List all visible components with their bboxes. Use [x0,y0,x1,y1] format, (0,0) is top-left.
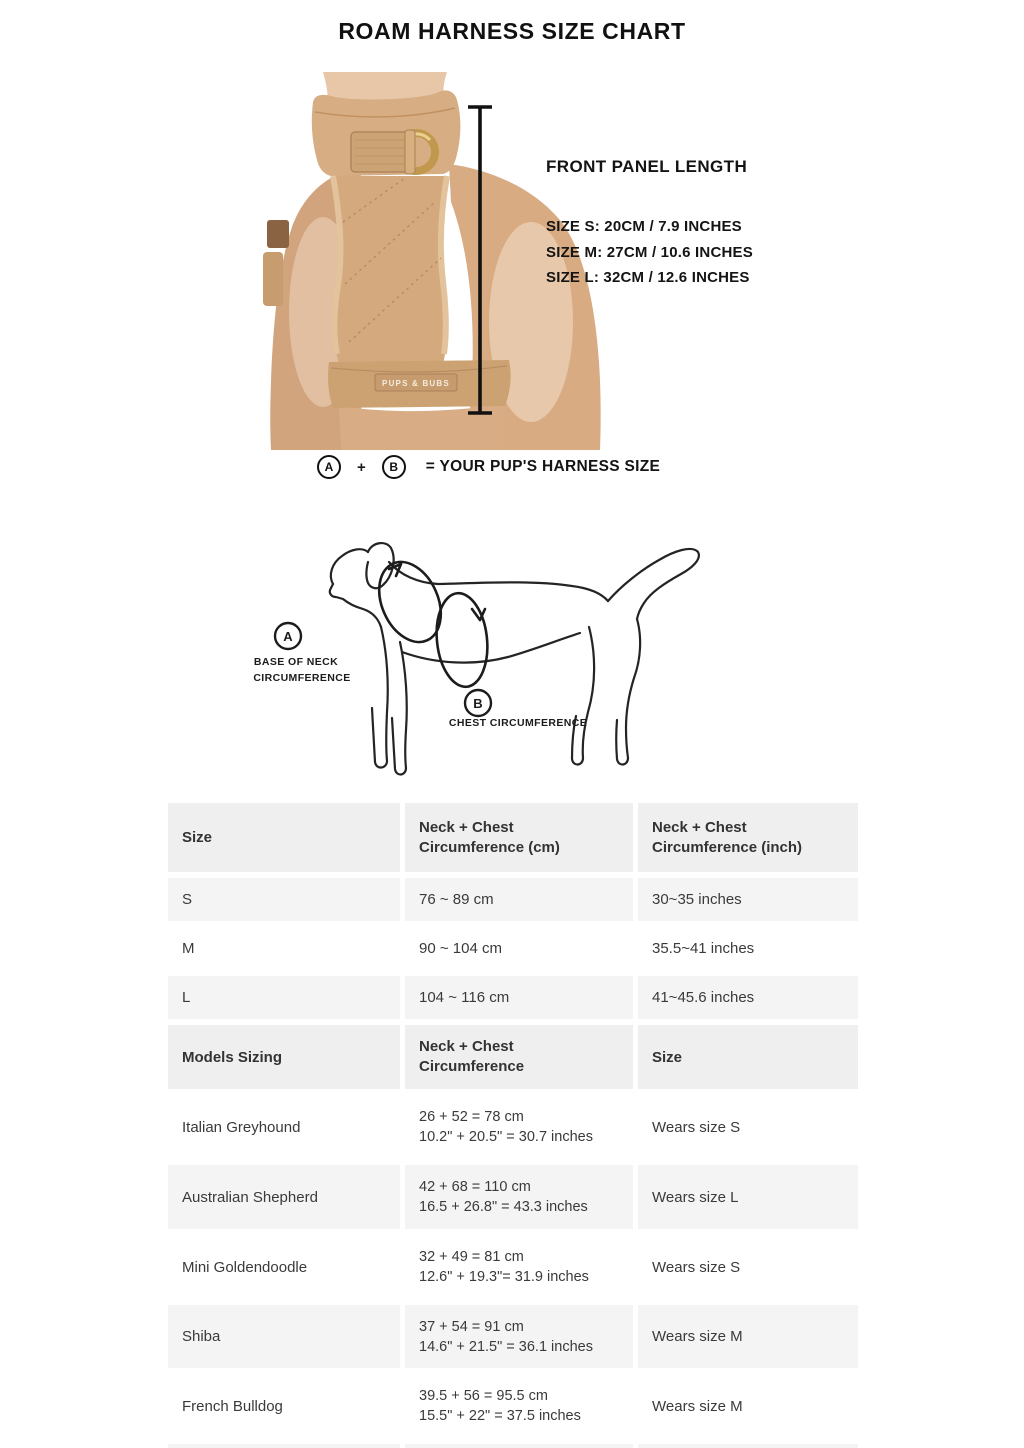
label-a-caption-line2: CIRCUMFERENCE [253,672,351,684]
cropped-row-strip [168,1444,400,1448]
size-table [168,803,858,1448]
model-row-mini-goldendoodle-size: Wears size S [638,1235,858,1299]
plus-sign: + [357,458,366,476]
size-row-s-cm: 76 ~ 89 cm [405,878,633,921]
front-panel-size-s: SIZE S: 20CM / 7.9 INCHES [546,218,742,235]
model-row-shiba-size: Wears size M [638,1305,858,1368]
front-panel-length-sizes [546,214,753,291]
circle-a-icon: A [317,455,341,479]
label-b-caption: CHEST CIRCUMFERENCE [448,717,588,729]
models-table-header-circumference: Neck + Chest Circumference [405,1025,633,1089]
front-panel-size-l: SIZE L: 32CM / 12.6 INCHES [546,269,750,286]
label-a-caption-line1: BASE OF NECK [253,656,339,668]
size-row-m-label: M [168,927,400,970]
cropped-row-strip [405,1444,633,1448]
model-row-french-bulldog-measurements: 39.5 + 56 = 95.5 cm 15.5" + 22" = 37.5 inches [405,1374,633,1438]
model-row-shiba-measurements: 37 + 54 = 91 cm 14.6" + 21.5" = 36.1 inches [405,1305,633,1368]
size-row-s-inch: 30~35 inches [638,878,858,921]
page-title: ROAM HARNESS SIZE CHART [338,18,686,44]
harness-size-formula [317,455,660,479]
label-a [253,623,350,684]
size-table-header-inch: Neck + Chest Circumference (inch) [638,803,858,872]
model-row-italian-greyhound-measurements: 26 + 52 = 78 cm 10.2" + 20.5" = 30.7 inches [405,1095,633,1159]
cropped-row-strip [638,1444,858,1448]
formula-result-text: = YOUR PUP'S HARNESS SIZE [425,458,661,475]
measurement-diagram [250,520,750,795]
size-row-m-inch: 35.5~41 inches [638,927,858,970]
label-b [449,690,587,729]
belly-band [328,360,511,450]
model-row-australian-shepherd-name: Australian Shepherd [168,1165,400,1229]
size-row-l-inch: 41~45.6 inches [638,976,858,1019]
size-table-header-size: Size [168,803,400,872]
size-row-l-cm: 104 ~ 116 cm [405,976,633,1019]
size-row-l-label: L [168,976,400,1019]
model-row-mini-goldendoodle-measurements: 32 + 49 = 81 cm 12.6" + 19.3"= 31.9 inches [405,1235,633,1299]
label-a-letter: A [283,629,293,644]
neck-circumference-loop [367,552,452,652]
models-table-header-size: Size [638,1025,858,1089]
brand-label-text: PUPS & BUBS [382,379,450,388]
model-row-italian-greyhound-name: Italian Greyhound [168,1095,400,1159]
size-row-s-label: S [168,878,400,921]
model-row-french-bulldog-name: French Bulldog [168,1374,400,1438]
model-row-french-bulldog-size: Wears size M [638,1374,858,1438]
dog-outline [330,543,699,774]
front-panel-length-heading: FRONT PANEL LENGTH [546,157,748,176]
size-table-header-cm: Neck + Chest Circumference (cm) [405,803,633,872]
models-table-header-models: Models Sizing [168,1025,400,1089]
harness-front-panel [333,176,447,364]
label-b-letter: B [473,696,483,711]
front-panel-size-m: SIZE M: 27CM / 10.6 INCHES [546,243,753,261]
chest-circumference-loop [432,591,492,690]
circle-b-icon: B [382,455,406,479]
model-row-australian-shepherd-measurements: 42 + 68 = 110 cm 16.5 + 26.8" = 43.3 inches [405,1165,633,1229]
model-row-italian-greyhound-size: Wears size S [638,1095,858,1159]
size-row-m-cm: 90 ~ 104 cm [405,927,633,970]
model-row-australian-shepherd-size: Wears size L [638,1165,858,1229]
model-row-shiba-name: Shiba [168,1305,400,1368]
model-row-mini-goldendoodle-name: Mini Goldendoodle [168,1235,400,1299]
